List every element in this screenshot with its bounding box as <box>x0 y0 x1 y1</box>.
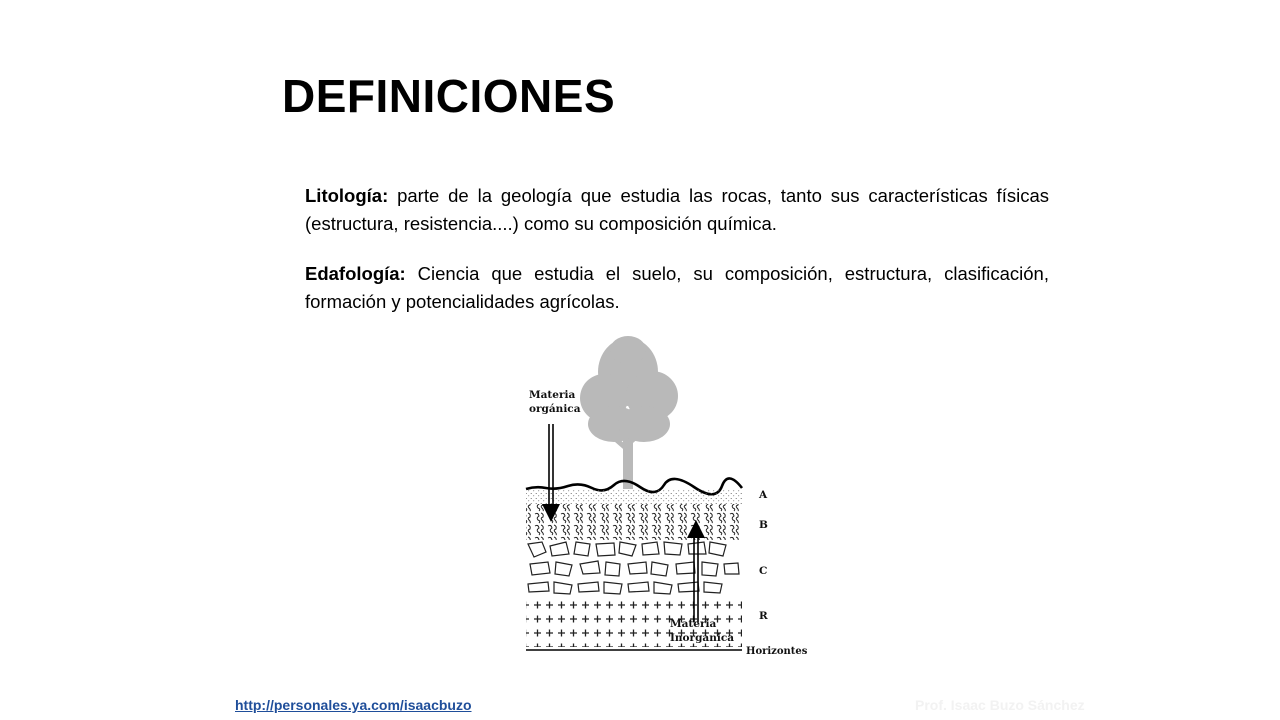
inorganic-label-line1: Materia <box>670 618 717 630</box>
definition-text: parte de la geología que estudia las rocas, tanto sus características físicas (estructura, resistencia....) como su composición química. <box>305 185 1049 234</box>
horizon-a-label: A <box>759 489 768 501</box>
soil-profile-diagram <box>520 332 810 662</box>
definitions-block <box>305 182 1049 338</box>
footer-website-link[interactable]: http://personales.ya.com/isaacbuzo <box>235 697 472 713</box>
horizon-b-layer <box>526 504 742 540</box>
soil-profile-figure <box>520 332 810 662</box>
organic-matter-arrow <box>542 424 560 522</box>
horizon-c-label: C <box>759 565 768 577</box>
horizon-r-label: R <box>759 610 768 622</box>
inorganic-label-line2: Inorgánica <box>670 632 735 644</box>
definition-text: Ciencia que estudia el suelo, su composición, estructura, clasificación, formación y potencialidades agrícolas. <box>305 263 1049 312</box>
definition-edafologia <box>305 260 1049 316</box>
organic-label-line2: orgánica <box>529 403 581 415</box>
horizon-b-label: B <box>759 519 768 531</box>
horizon-a-layer <box>526 490 742 504</box>
definition-litologia <box>305 182 1049 238</box>
horizons-label: Horizontes <box>746 646 808 657</box>
tree-silhouette <box>580 336 678 489</box>
organic-label-line1: Materia <box>529 389 576 401</box>
horizon-c-layer <box>528 542 739 594</box>
definition-term: Litología: <box>305 185 389 206</box>
definition-term: Edafología: <box>305 263 406 284</box>
slide-title: DEFINICIONES <box>282 70 616 122</box>
footer-author: Prof. Isaac Buzo Sánchez <box>915 697 1085 713</box>
